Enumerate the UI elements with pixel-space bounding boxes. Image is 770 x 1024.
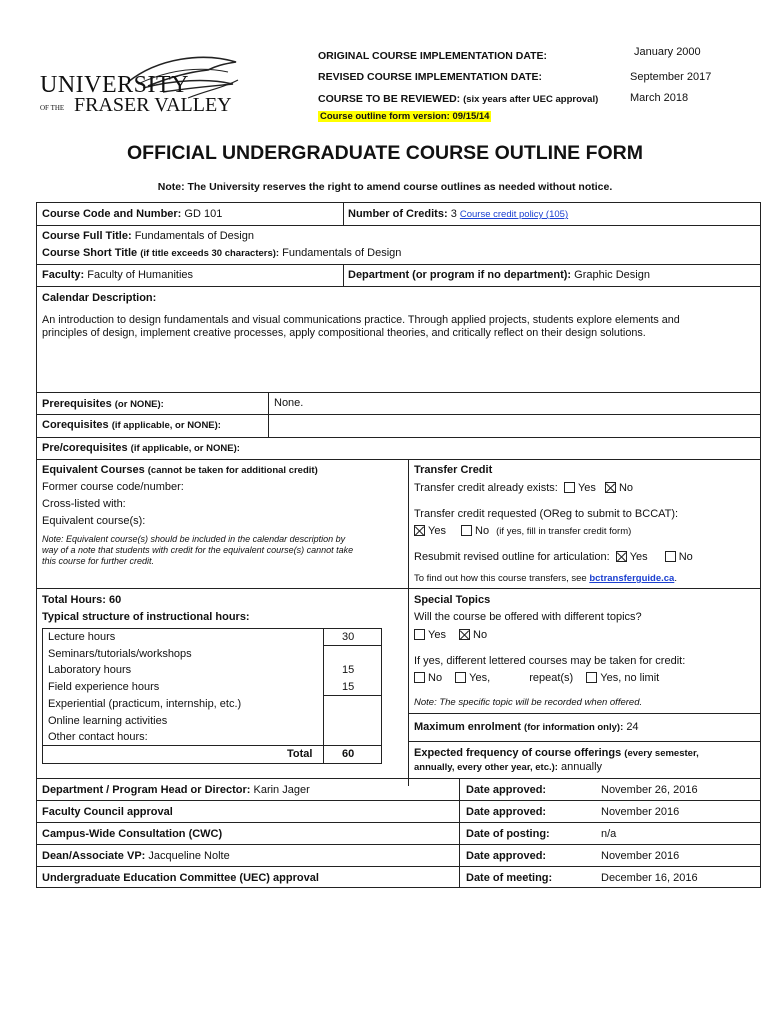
lettered-no-checkbox[interactable] — [414, 672, 425, 683]
coreq-note: (if applicable, or NONE): — [111, 420, 221, 431]
equivalent-courses: Equivalent course(s): — [42, 515, 146, 527]
find-out-text: To find out how this course transfers, see — [414, 573, 587, 584]
resubmit-no-label: No — [678, 551, 693, 563]
hours-row-value: 15 — [342, 664, 355, 677]
hours-row-label: Other contact hours: — [48, 731, 148, 744]
transfer-exists-no-label: No — [618, 482, 634, 494]
topics-options — [414, 629, 487, 641]
approval-left — [42, 872, 319, 884]
approval-left — [42, 806, 173, 818]
transfer-requested-yes-label: Yes — [428, 525, 446, 537]
cross-listed: Cross-listed with: — [42, 498, 126, 510]
equivalent-label: Equivalent Courses — [42, 464, 145, 476]
hours-row-label: Experiential (practicum, internship, etc.) — [48, 697, 242, 710]
faculty-value: Faculty of Humanities — [87, 269, 194, 281]
short-title-note: (if title exceeds 30 characters): — [140, 248, 280, 259]
max-enrolment-value: 24 — [626, 721, 639, 733]
approval-date-value: November 2016 — [601, 806, 680, 818]
lettered-courses: If yes, different lettered courses may be taken for credit: — [414, 655, 686, 667]
logo-fraser-valley: FRASER VALLEY — [74, 94, 232, 116]
approval-date-label: Date approved: — [466, 850, 547, 862]
approval-date-value: n/a — [601, 828, 617, 840]
lettered-repeat-label: repeat(s) — [529, 672, 574, 684]
transfer-requested-options — [414, 525, 631, 537]
page-title: OFFICIAL UNDERGRADUATE COURSE OUTLINE FORM — [126, 142, 644, 164]
topics-question: Will the course be offered with different topics? — [414, 611, 642, 623]
approval-left-label: Undergraduate Education Committee (UEC) approval — [42, 872, 319, 884]
prereq-note: (or NONE): — [114, 399, 164, 410]
hours-total-value: 60 — [342, 748, 355, 760]
approval-left-label: Department / Program Head or Director: — [42, 784, 251, 796]
page-note: Note: The University reserves the right to amend course outlines as needed without notice. — [157, 181, 613, 193]
review-date-label — [318, 93, 598, 105]
transfer-requested-note: (if yes, fill in transfer credit form) — [496, 526, 632, 537]
lettered-options — [414, 672, 659, 684]
approval-date-label: Date of meeting: — [466, 872, 553, 884]
lettered-yes-label: Yes, — [469, 672, 491, 684]
max-enrolment-note: (for information only): — [524, 722, 624, 733]
approval-left-value: Karin Jager — [253, 784, 310, 796]
full-title-label: Course Full Title: — [42, 230, 132, 242]
equivalent-italic-1: Note: Equivalent course(s) should be included in the calendar description by — [42, 534, 346, 544]
hours-row-label: Seminars/tutorials/workshops — [48, 647, 192, 660]
approval-date-label: Date approved: — [466, 806, 547, 818]
frequency-note-1: (every semester, — [624, 748, 699, 759]
hours-row-label: Online learning activities — [48, 714, 168, 727]
full-title — [42, 230, 254, 242]
topics-note: Note: The specific topic will be recorded when offered. — [414, 697, 643, 708]
prereq — [42, 398, 164, 410]
logo-university: UNIVERSITY — [40, 72, 189, 98]
transfer-exists-label: Transfer credit already exists: — [414, 482, 558, 494]
precoreq-note: (if applicable, or NONE): — [130, 443, 240, 454]
approval-left — [42, 784, 310, 796]
former-course: Former course code/number: — [42, 481, 184, 493]
resubmit — [414, 551, 693, 563]
hours-row-label: Lecture hours — [48, 631, 116, 643]
credits — [348, 208, 568, 220]
department-value: Graphic Design — [574, 269, 650, 281]
course-code-value: GD 101 — [184, 208, 223, 220]
approval-date-value: November 26, 2016 — [601, 784, 698, 796]
topics-yes-checkbox[interactable] — [414, 629, 425, 640]
transfer-exists-yes-label: Yes — [577, 482, 596, 494]
approval-left-label: Dean/Associate VP: — [42, 850, 146, 862]
prereq-value: None. — [274, 397, 304, 409]
coreq-label: Corequisites — [42, 419, 109, 431]
review-note: (six years after UEC approval) — [463, 94, 599, 105]
hours-row-value: 15 — [342, 681, 355, 694]
resubmit-label: Resubmit revised outline for articulation: — [414, 551, 610, 563]
transfer-requested-no-label: No — [475, 525, 490, 537]
transfer-exists-no-checkbox[interactable] — [605, 482, 616, 493]
transfer-requested: Transfer credit requested (OReg to submit to BCCAT): — [414, 508, 679, 520]
review-date-value: March 2018 — [630, 92, 689, 104]
approval-left — [42, 828, 222, 840]
faculty-label: Faculty: — [42, 269, 85, 281]
hours-row-label: Field experience hours — [48, 681, 160, 694]
precoreq-label: Pre/corequisites — [42, 442, 128, 454]
orig-date-value: January 2000 — [634, 46, 701, 58]
frequency-note-2: annually, every other year, etc.): — [414, 762, 558, 773]
approval-left-label: Campus-Wide Consultation (CWC) — [42, 828, 223, 840]
university-logo — [38, 50, 248, 120]
precoreq — [42, 442, 240, 454]
resubmit-yes-label: Yes — [629, 551, 648, 563]
approval-left-value: Jacqueline Nolte — [148, 850, 230, 862]
lettered-nolimit-label: Yes, no limit — [600, 672, 660, 684]
hours-total-label: Total — [287, 748, 313, 760]
approval-left-label: Faculty Council approval — [42, 806, 173, 818]
topics-yes-label: Yes — [428, 629, 446, 641]
frequency-line-2 — [414, 761, 602, 773]
prereq-label: Prerequisites — [42, 398, 112, 410]
full-title-value: Fundamentals of Design — [134, 230, 254, 242]
transfer-requested-yes-checkbox[interactable] — [414, 525, 425, 536]
frequency — [414, 747, 699, 759]
max-enrolment-label: Maximum enrolment — [414, 721, 521, 733]
course-code — [42, 208, 222, 220]
credits-value: 3 — [450, 208, 457, 220]
orig-date-label: ORIGINAL COURSE IMPLEMENTATION DATE: — [318, 50, 548, 62]
resubmit-no-checkbox[interactable] — [665, 551, 676, 562]
short-title-value: Fundamentals of Design — [282, 247, 402, 259]
rev-date-value: September 2017 — [630, 71, 712, 83]
transfer-exists-yes-checkbox[interactable] — [564, 482, 575, 493]
find-out-period: . — [674, 573, 677, 584]
equivalent-heading — [42, 464, 318, 476]
approval-date-label: Date approved: — [466, 784, 547, 796]
form-version: Course outline form version: 09/15/14 — [320, 111, 490, 122]
approval-left — [42, 850, 230, 862]
calendar-line-1: An introduction to design fundamentals and visual communications practice. Through applied projects, students explore elements and — [42, 314, 680, 326]
hours-row-label: Laboratory hours — [48, 664, 132, 677]
calendar-label: Calendar Description: — [42, 292, 157, 304]
approval-date-label: Date of posting: — [466, 828, 550, 840]
transfer-heading: Transfer Credit — [414, 464, 493, 476]
lettered-yes-checkbox[interactable] — [455, 672, 466, 683]
frequency-label: Expected frequency of course offerings — [414, 747, 622, 759]
max-enrolment — [414, 721, 639, 733]
credit-policy-link[interactable]: Course credit policy (105) — [459, 209, 569, 220]
rev-date-label: REVISED COURSE IMPLEMENTATION DATE: — [318, 71, 543, 83]
coreq — [42, 419, 221, 431]
equivalent-italic-2: way of a note that students with credit for the equivalent course(s) cannot take — [42, 545, 354, 555]
faculty — [42, 269, 193, 281]
lettered-no-label: No — [428, 672, 443, 684]
logo-of-the: OF THE — [40, 104, 65, 112]
short-title-label: Course Short Title — [42, 247, 138, 259]
credits-label: Number of Credits: — [348, 208, 448, 220]
short-title — [42, 247, 401, 259]
transfer-exists — [414, 482, 633, 494]
transfer-requested-no-checkbox[interactable] — [461, 525, 472, 536]
department — [348, 269, 650, 281]
transfer-find-out — [414, 573, 677, 584]
total-hours: Total Hours: 60 — [42, 594, 122, 606]
course-code-label: Course Code and Number: — [42, 208, 182, 220]
department-label: Department (or program if no department): — [348, 269, 572, 281]
resubmit-yes-checkbox[interactable] — [616, 551, 627, 562]
special-topics-heading: Special Topics — [414, 594, 491, 606]
equivalent-italic-3: this course for further credit. — [42, 556, 155, 566]
calendar-line-2: principles of design, implement creative processes, apply compositional theories, and critically reflect on their design solutions. — [42, 327, 646, 339]
equivalent-note: (cannot be taken for additional credit) — [147, 465, 318, 476]
topics-no-checkbox[interactable] — [459, 629, 470, 640]
typical-structure: Typical structure of instructional hours: — [42, 611, 250, 623]
bctransferguide-link[interactable]: bctransferguide.ca — [589, 573, 675, 584]
hours-row-value: 30 — [342, 631, 355, 643]
review-label: COURSE TO BE REVIEWED: — [318, 93, 461, 105]
lettered-nolimit-checkbox[interactable] — [586, 672, 597, 683]
approval-date-value: December 16, 2016 — [601, 872, 698, 884]
frequency-value: annually — [561, 761, 603, 773]
approval-date-value: November 2016 — [601, 850, 680, 862]
topics-no-label: No — [473, 629, 488, 641]
